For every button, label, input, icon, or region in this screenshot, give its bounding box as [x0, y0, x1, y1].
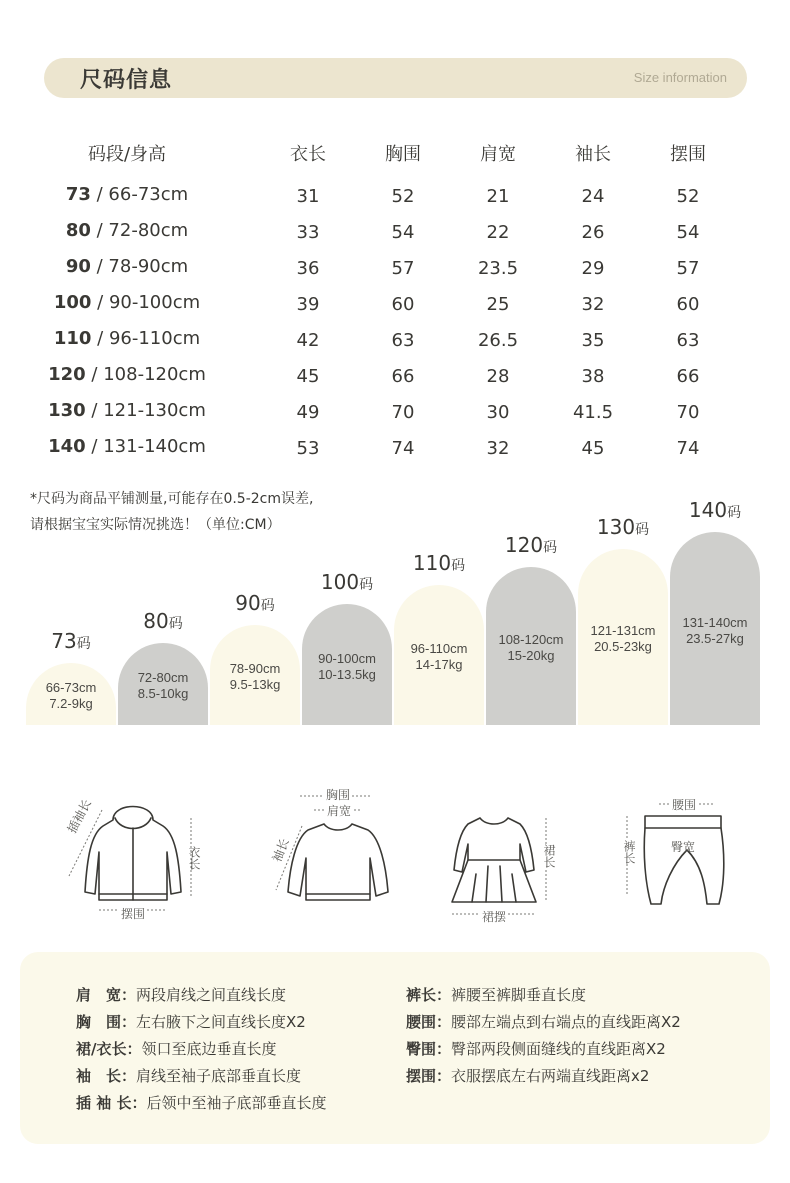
- height-range: / 96-110cm: [91, 328, 201, 349]
- legend-row: [76, 984, 286, 1005]
- arch-size-number: 120: [504, 533, 544, 557]
- height-range: / 131-140cm: [85, 436, 206, 457]
- legend-row: [76, 1092, 326, 1113]
- table-cell: 30: [486, 402, 510, 423]
- jacket-sleeve-label: 插袖长: [64, 797, 95, 836]
- sweater-sleeve-label: 袖长: [269, 836, 292, 864]
- legend-desc: 衣服摆底左右两端直线距离x2: [451, 1067, 650, 1085]
- table-cell: 26.5: [477, 330, 519, 351]
- legend-desc: 后领中至袖子底部垂直长度: [146, 1094, 327, 1112]
- arch-size-suffix: 码: [168, 616, 183, 632]
- arch-size-number: 110: [412, 551, 452, 575]
- arch-height: 96-110cm: [410, 641, 468, 656]
- table-cell: 41.5: [572, 402, 614, 423]
- arch-size-number: 100: [320, 570, 360, 594]
- legend-key: 裙/衣长：: [76, 1040, 142, 1058]
- size-arch: [394, 585, 484, 725]
- size-arch: [670, 532, 760, 725]
- arch-weight: 10-13.5kg: [318, 666, 376, 682]
- table-header: 摆围: [670, 144, 706, 165]
- table-cell: 25: [486, 294, 510, 315]
- table-row-size: [17, 436, 237, 457]
- table-cell: 32: [581, 294, 605, 315]
- table-header: 码段/身高: [87, 144, 167, 165]
- table-cell: 33: [296, 222, 320, 243]
- arch-size-label: [302, 570, 392, 594]
- note-line-2: 请根据宝宝实际情况挑选！（单位:CM）: [30, 517, 281, 533]
- table-cell: 28: [486, 366, 510, 387]
- legend-row: [406, 984, 586, 1005]
- legend-desc: 领口至底边垂直长度: [141, 1040, 277, 1058]
- arch-size-suffix: 码: [260, 598, 275, 614]
- legend-key: 摆围：: [406, 1067, 452, 1085]
- table-header: 肩宽: [480, 144, 516, 165]
- table-cell: 52: [391, 186, 415, 207]
- table-cell: 42: [296, 330, 320, 351]
- legend-row: [76, 1011, 306, 1032]
- arch-size-suffix: 码: [451, 558, 466, 574]
- pants-waist-label: 腰围: [672, 798, 697, 812]
- height-range: / 72-80cm: [90, 220, 189, 241]
- arch-size-label: [486, 533, 576, 557]
- table-cell: 39: [296, 294, 320, 315]
- arch-height: 131-140cm: [682, 614, 748, 630]
- size-code: 110: [53, 328, 92, 349]
- table-row-size: [17, 328, 237, 349]
- table-header: 胸围: [385, 144, 421, 165]
- size-code: 73: [65, 184, 91, 205]
- size-code: 80: [65, 220, 91, 241]
- height-range: / 78-90cm: [90, 256, 189, 277]
- legend-desc: 裤腰至裤脚垂直长度: [451, 986, 587, 1004]
- arch-size-label: [394, 551, 484, 575]
- height-range: / 121-130cm: [85, 400, 206, 421]
- table-cell: 31: [296, 186, 320, 207]
- sweater-diagram: [258, 786, 408, 926]
- section-header: [44, 58, 747, 98]
- arch-size-label: [26, 629, 116, 653]
- dress-length-label: 裙长: [542, 844, 556, 868]
- arch-height: 121-131cm: [590, 623, 656, 638]
- table-row-size: [17, 400, 237, 421]
- arch-size-suffix: 码: [727, 505, 742, 521]
- measurement-legend: [20, 952, 770, 1144]
- table-cell: 63: [676, 330, 700, 351]
- table-cell: 60: [391, 294, 415, 315]
- legend-desc: 两段肩线之间直线长度: [136, 986, 287, 1004]
- table-cell: 29: [581, 258, 605, 279]
- pants-length-label: 裤长: [622, 840, 636, 864]
- arch-height: 90-100cm: [318, 650, 376, 666]
- size-arch: [210, 625, 300, 725]
- legend-row: [406, 1065, 649, 1086]
- legend-row: [76, 1038, 277, 1059]
- jacket-length-label: 衣长: [187, 846, 201, 870]
- size-arch: [486, 567, 576, 725]
- legend-key: 腰围：: [406, 1013, 452, 1031]
- table-cell: 35: [581, 330, 605, 351]
- pants-hip-label: 臀宽: [671, 840, 696, 854]
- arch-height: 66-73cm: [45, 680, 97, 695]
- size-code: 140: [48, 436, 86, 457]
- table-cell: 52: [676, 186, 700, 207]
- note-line-1: *尺码为商品平铺测量,可能存在0.5-2cm误差,: [30, 491, 314, 507]
- legend-key: 裤长：: [406, 986, 452, 1004]
- height-range: / 66-73cm: [90, 184, 189, 205]
- arch-size-label: [670, 498, 760, 522]
- legend-key: 胸 围：: [76, 1013, 137, 1031]
- legend-desc: 腰部左端点到右端点的直线距离X2: [451, 1013, 681, 1031]
- table-cell: 66: [391, 366, 415, 387]
- arch-size-number: 73: [51, 629, 77, 653]
- table-cell: 45: [296, 366, 320, 387]
- size-code: 120: [48, 364, 86, 385]
- size-code: 100: [53, 292, 92, 313]
- table-cell: 70: [391, 402, 415, 423]
- legend-row: [406, 1011, 681, 1032]
- table-cell: 22: [486, 222, 510, 243]
- arch-weight: 7.2-9kg: [49, 696, 93, 711]
- table-row-size: [17, 256, 237, 277]
- table-header: 袖长: [575, 144, 611, 165]
- size-code: 90: [65, 256, 91, 277]
- pants-diagram: [615, 794, 735, 914]
- table-cell: 74: [391, 438, 415, 459]
- dress-diagram: [440, 804, 570, 934]
- arch-weight: 8.5-10kg: [137, 686, 189, 701]
- arch-weight: 9.5-13kg: [229, 677, 281, 692]
- table-cell: 24: [581, 186, 605, 207]
- table-cell: 38: [581, 366, 605, 387]
- table-cell: 53: [296, 438, 320, 459]
- table-row-size: [17, 220, 237, 241]
- arch-weight: 23.5-27kg: [686, 630, 744, 646]
- table-row-size: [17, 292, 237, 313]
- arch-size-number: 140: [688, 498, 728, 522]
- table-cell: 54: [676, 222, 700, 243]
- size-arch: [578, 549, 668, 725]
- size-arch: [118, 643, 208, 725]
- size-arch: [26, 663, 116, 725]
- legend-key: 插 袖 长：: [76, 1094, 147, 1112]
- size-arch: [302, 604, 392, 725]
- arch-size-suffix: 码: [635, 522, 650, 538]
- size-code: 130: [48, 400, 86, 421]
- arch-size-label: [210, 591, 300, 615]
- table-cell: 32: [486, 438, 510, 459]
- legend-key: 袖 长：: [76, 1067, 137, 1085]
- table-cell: 26: [581, 222, 605, 243]
- arch-size-label: [578, 515, 668, 539]
- arch-height: 78-90cm: [229, 661, 281, 676]
- arch-height: 108-120cm: [498, 632, 564, 647]
- arch-size-number: 90: [235, 591, 261, 615]
- table-cell: 74: [676, 438, 700, 459]
- arch-size-label: [118, 609, 208, 633]
- height-range: / 108-120cm: [85, 364, 206, 385]
- arch-weight: 15-20kg: [507, 648, 555, 663]
- legend-key: 肩 宽：: [76, 986, 137, 1004]
- height-range: / 90-100cm: [91, 292, 201, 313]
- jacket-hem-label: 摆围: [121, 907, 146, 921]
- sweater-chest-label: 胸围: [326, 788, 351, 802]
- dress-hem-label: 裙摆: [482, 910, 507, 924]
- arch-size-suffix: 码: [76, 636, 91, 652]
- table-cell: 57: [676, 258, 700, 279]
- table-cell: 66: [676, 366, 700, 387]
- jacket-diagram: [55, 788, 205, 928]
- table-row-size: [17, 364, 237, 385]
- table-header: 衣长: [290, 144, 326, 165]
- table-cell: 70: [676, 402, 700, 423]
- page-subtitle: Size information: [633, 70, 727, 85]
- table-cell: 23.5: [477, 258, 519, 279]
- page-title: 尺码信息: [80, 68, 173, 93]
- table-cell: 21: [486, 186, 510, 207]
- arch-height: 72-80cm: [137, 670, 189, 685]
- sweater-shoulder-label: 肩宽: [327, 804, 352, 818]
- table-cell: 60: [676, 294, 700, 315]
- table-cell: 63: [391, 330, 415, 351]
- table-cell: 54: [391, 222, 415, 243]
- legend-desc: 左右腋下之间直线长度X2: [136, 1013, 306, 1031]
- legend-row: [406, 1038, 666, 1059]
- arch-size-number: 130: [596, 515, 636, 539]
- legend-desc: 臀部两段侧面缝线的直线距离X2: [451, 1040, 666, 1058]
- legend-key: 臀围：: [406, 1040, 452, 1058]
- legend-row: [76, 1065, 301, 1086]
- table-row-size: [17, 184, 237, 205]
- arch-weight: 20.5-23kg: [594, 639, 652, 654]
- table-cell: 57: [391, 258, 415, 279]
- arch-weight: 14-17kg: [415, 657, 463, 672]
- arch-size-suffix: 码: [543, 540, 558, 556]
- table-cell: 36: [296, 258, 320, 279]
- legend-desc: 肩线至袖子底部垂直长度: [136, 1067, 302, 1085]
- arch-size-number: 80: [143, 609, 169, 633]
- table-cell: 49: [296, 402, 320, 423]
- table-cell: 45: [581, 438, 605, 459]
- arch-size-suffix: 码: [359, 577, 374, 593]
